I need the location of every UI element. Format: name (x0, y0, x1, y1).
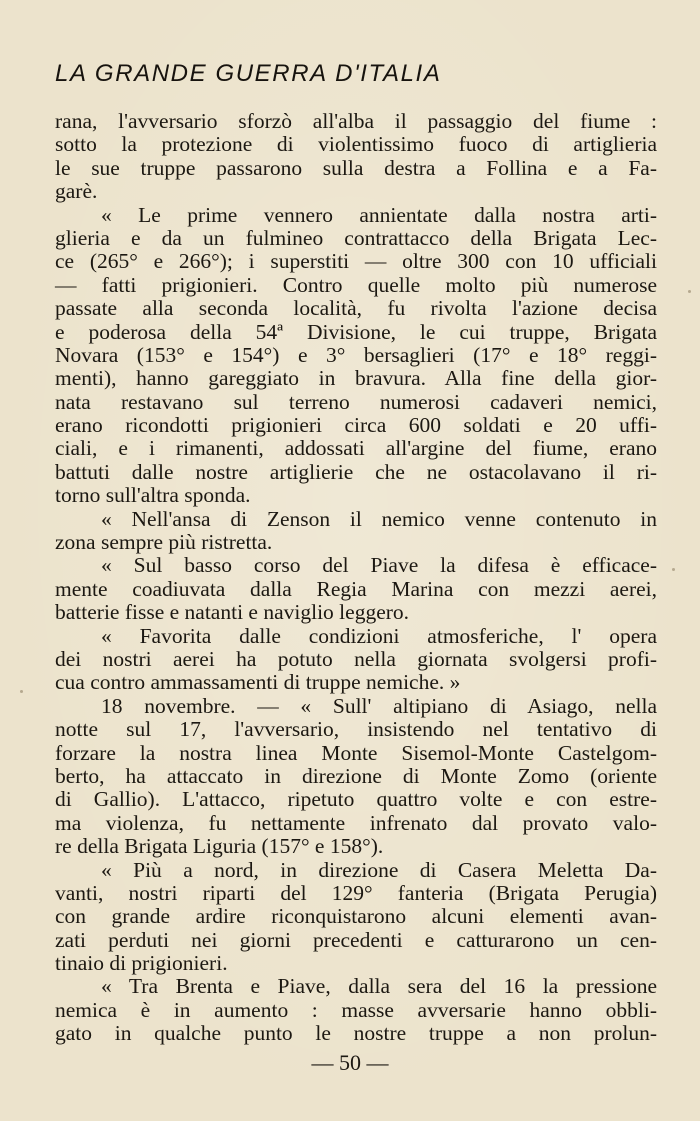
text-line: torno sull'altra sponda. (55, 483, 251, 508)
text-line: e poderosa della 54ª Divisione, le cui truppe, Brigata (55, 319, 657, 344)
text-line: battuti dalle nostre artiglierie che ne ostacolavano il ri- (55, 459, 657, 484)
text-line: le sue truppe passarono sulla destra a Follina e a Fa- (55, 155, 657, 180)
text-line: dei nostri aerei ha potuto nella giornata svolgersi profi- (55, 646, 657, 671)
text-line: re della Brigata Liguria (157° e 158°). (55, 834, 384, 859)
text-line: forzare la nostra linea Monte Sisemol-Monte Castelgom- (55, 740, 657, 765)
text-line: ma violenza, fu nettamente infrenato dal provato valo- (55, 810, 657, 835)
text-line: ce (265° e 266°); i superstiti — oltre 300 con 10 ufficiali (55, 249, 657, 274)
paper-speck (20, 690, 23, 693)
text-line: gato in qualche punto le nostre truppe a non prolun- (55, 1021, 657, 1046)
text-line: sotto la protezione di violentissimo fuoco di artiglieria (55, 132, 657, 157)
text-line: menti), hanno gareggiato in bravura. Alla fine della gior- (55, 366, 657, 391)
text-line: ciali, e i rimanenti, addossati all'argine del fiume, erano (55, 436, 657, 461)
text-line: tinaio di prigionieri. (55, 951, 228, 976)
text-line: erano ricondotti prigionieri circa 600 soldati e 20 uffi- (55, 413, 657, 438)
text-line: 18 novembre. — « Sull' altipiano di Asiago, nella (101, 693, 657, 718)
text-line: passate alla seconda località, fu rivolta l'azione decisa (55, 296, 657, 321)
text-line: di Gallio). L'attacco, ripetuto quattro volte e con estre- (55, 787, 657, 812)
text-line: zati perduti nei giorni precedenti e catturarono un cen- (55, 927, 657, 952)
text-line: « Tra Brenta e Piave, dalla sera del 16 la pressione (101, 974, 657, 999)
text-line: « Le prime vennero annientate dalla nostra arti- (101, 202, 657, 227)
text-line: « Più a nord, in direzione di Casera Meletta Da- (101, 857, 657, 882)
text-line: batterie fisse e natanti e naviglio leggero. (55, 600, 410, 625)
text-line: nemica è in aumento : masse avversarie hanno obbli- (55, 997, 657, 1022)
text-line: Novara (153° e 154°) e 3° bersaglieri (17° e 18° reggi- (55, 342, 657, 367)
paper-speck (688, 290, 691, 293)
text-line: berto, ha attaccato in direzione di Monte Zomo (oriente (55, 763, 657, 788)
text-line: « Sul basso corso del Piave la difesa è efficace- (101, 553, 657, 578)
page-number: — 50 — (311, 1050, 389, 1075)
text-line: « Nell'ansa di Zenson il nemico venne contenuto in (101, 506, 657, 531)
running-title: LA GRANDE GUERRA D'ITALIA (55, 60, 442, 87)
text-line: vanti, nostri riparti del 129° fanteria (Brigata Perugia) (55, 880, 657, 905)
text-line: notte sul 17, l'avversario, insistendo nel tentativo di (55, 717, 657, 742)
text-line: cua contro ammassamenti di truppe nemiche. » (55, 670, 461, 695)
text-line: rana, l'avversario sforzò all'alba il passaggio del fiume : (55, 109, 657, 133)
text-line: garè. (55, 179, 98, 204)
body-text (55, 110, 657, 1046)
text-line: mente coadiuvata dalla Regia Marina con mezzi aerei, (55, 576, 657, 601)
text-line: « Favorita dalle condizioni atmosferiche, l' opera (101, 623, 657, 648)
text-line: con grande ardire riconquistarono alcuni elementi avan- (55, 904, 657, 929)
paper-speck (672, 568, 675, 571)
text-line: — fatti prigionieri. Contro quelle molto più numerose (55, 272, 657, 297)
text-line: zona sempre più ristretta. (55, 530, 273, 555)
text-line: nata restavano sul terreno numerosi cadaveri nemici, (55, 389, 657, 414)
text-line: glieria e da un fulmineo contrattacco della Brigata Lec- (55, 225, 657, 250)
